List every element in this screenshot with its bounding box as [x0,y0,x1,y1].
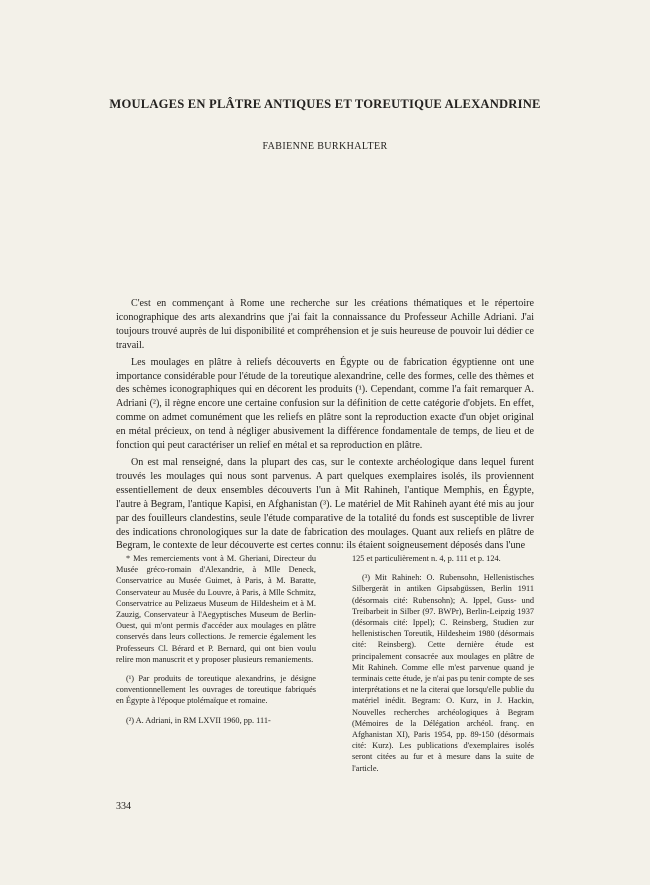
footnote-3: (³) Mit Rahineh: O. Rubensohn, Hellenistisches Silbergerät in antiken Gipsabgüssen, Berlin 1911 (désormais cité: Rubensohn); A. Ippel, Guss- und Treibarbeit in Silber (97. BWPr), Berlin-Leipzig 1937 (désormais cité: Ippel); C. Reinsberg, Studien zur hellenistischen Toreutik, Hildesheim 1980 (désormais cité: Reinsberg). Cette dernière étude est principalement consacrée aux moulages en plâtre de Mit Rahineh. Comme elle m'est parvenue quand je terminais cette étude, je n'ai pas pu tenir compte de ses interprétations et ne la citerai que lorsqu'elle publie du matériel inédit. Begram: O. Kurz, in J. Hackin, Nouvelles recherches archéologiques à Begram (Mémoires de la Délégation archéol. franç. en Afghanistan XI), Paris 1954, pp. 89-150 (désormais cité: Kurz). Les publications d'exemplaires isolés seront citées au fur et à mesure dans la suite de l'article. [352,573,534,773]
body-paragraph: On est mal renseigné, dans la plupart des cas, sur le contexte archéologique dans lequel furent trouvés les moulages qui nous sont parvenus. A part quelques exemplaires isolés, ils proviennent essentiellement de deux ensembles découverts l'un à Mit Rahineh, l'antique Memphis, en Égypte, l'autre à Begram, l'antique Kapisi, en Afghanistan (³). Le matériel de Mit Rahineh ayant été mis au jour par des fouilleurs clandestins, seule l'étude comparative de la totalité du fonds est susceptible de livrer des indications chronologiques sur la date de fabrication des moulages. Quant aux reliefs en plâtre de Begram, le contexte de leur découverte est certes connu: ils étaient soigneusement déposés dans l'une [116,456,534,552]
footnote-2: (²) A. Adriani, in RM LXVII 1960, pp. 111- [126,715,271,725]
footnotes-left-column [116,553,316,734]
footnotes-right-column [352,553,534,782]
article-author: FABIENNE BURKHALTER [262,141,388,152]
body-paragraph: C'est en commençant à Rome une recherche sur les créations thématiques et le répertoire iconographique des arts alexandrins que j'ai fait la connaissance du Professeur Achille Adriani. J'ai toujours trouvé auprès de lui disponibilité et compréhension et je suis heureuse de pouvoir lui dédier ce travail. [116,298,534,351]
article-body [116,297,534,556]
footnote-1: (¹) Par produits de toreutique alexandrins, je désigne conventionnellement les ouvrages de toreutique fabriqués en Égypte à l'époque ptolémaïque et romaine. [116,674,316,706]
article-title: MOULAGES EN PLÂTRE ANTIQUES ET TOREUTIQUE ALEXANDRINE [109,97,541,111]
footnote-acknowledgements: * Mes remerciements vont à M. Gheriani, Directeur du Musée gréco-romain d'Alexandrie, à Mlle Deneck, Conservatrice au Musée Guimet, à Paris, à M. Baratte, Conservateur au Musée du Louvre, à Paris, à Mlle Schmitz, Conservatrice au Pelizaeus Museum de Hildesheim et à M. Zauzig, Conservateur à l'Aegyptisches Museum de Berlin-Ouest, qui m'ont permis d'accéder aux moulages en plâtre conservés dans leurs collections. Je remercie également les Professeurs Cl. Bérard et P. Bernard, qui ont bien voulu relire mon manuscrit et y proposer plusieurs remaniements. [116,554,316,664]
body-paragraph: Les moulages en plâtre à reliefs découverts en Égypte ou de fabrication égyptienne ont une importance considérable pour l'étude de la toreutique alexandrine, celle des formes, celle des thèmes et des schèmes iconographiques qui en décorent les produits (¹). Cependant, comme l'a fait remarquer A. Adriani (²), il règne encore une certaine confusion sur la définition de cette catégorie d'objets. En effet, comme on admet comunément que les reliefs en plâtre sont la reproduction exacte d'un objet original en métal précieux, on tend à négliger abusivement la différence fondamentale de temps, de lieu et de fonction qui peut caractériser un relief en métal et sa reproduction en plâtre. [116,356,534,452]
page-number: 334 [116,801,131,812]
footnote-2-continued: 125 et particulièrement n. 4, p. 111 et p. 124. [352,554,501,563]
